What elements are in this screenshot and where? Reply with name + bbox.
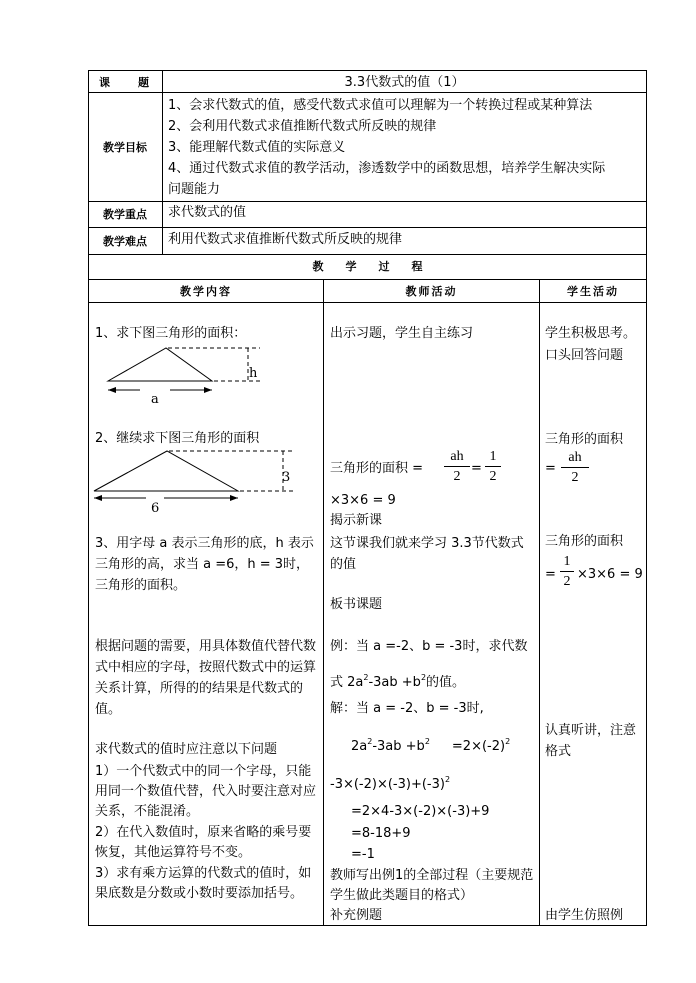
note-1: 1）一个代数式中的同一个字母，只能用同一个数值代替，代入时要注意对应关系，不能混淆。	[95, 764, 317, 819]
solution-line-1: $2a^2-3ab +b^2 =2\times(-2)^2$	[351, 737, 511, 754]
table-border-left	[88, 70, 89, 926]
definition-text: 根据问题的需要，用具体数值代替代数式中相应的字母，按照代数式中的运算关系计算，所得的的结果是代数式的值。	[95, 639, 317, 717]
area-result: ×3×6 = 9	[330, 493, 396, 508]
solution-line-4: =8-18+9	[351, 826, 411, 841]
row-divider	[88, 279, 647, 280]
row-divider	[88, 201, 647, 202]
triangle-figure-2	[90, 448, 300, 512]
column-header-student: 学生活动	[567, 285, 619, 298]
height-label-h: h	[249, 366, 258, 381]
student-activity-listen: 认真听讲，注意格式	[545, 723, 637, 759]
row-divider	[88, 254, 647, 255]
label-column-divider	[162, 70, 163, 255]
student-activity-1: 学生积极思考。	[545, 326, 637, 341]
example-line-2: 式 $2a^2-3ab +b^2$的值。	[330, 673, 466, 690]
column-header-content: 教学内容	[180, 285, 232, 298]
solution-intro: 解：当 a = -2、b = -3时,	[330, 701, 484, 716]
note-2: 2）在代入数值时，原来省略的乘号要恢复，其他运算符号不变。	[95, 825, 312, 860]
fraction-ah-over-2: ah 2	[444, 448, 470, 485]
objective-item: 问题能力	[168, 182, 221, 197]
column-divider	[323, 279, 324, 926]
key-point-value: 求代数式的值	[168, 205, 247, 220]
student-fraction-one-half: 1 2	[560, 553, 574, 590]
teacher-activity-1: 出示习题，学生自主练习	[330, 326, 474, 341]
column-header-teacher: 教师活动	[405, 285, 458, 298]
lesson-intro: 这节课我们就来学习 3.3节代数式的值	[330, 536, 524, 572]
question-2: 2、继续求下图三角形的面积	[95, 431, 260, 446]
student-equals-2: =	[545, 567, 556, 582]
board-title: 板书课题	[330, 597, 383, 612]
student-activity-2: 口头回答问题	[545, 348, 624, 363]
table-border-right	[646, 70, 647, 926]
table-border-bottom	[88, 925, 647, 926]
row-divider	[88, 227, 647, 228]
student-area-label-2: 三角形的面积	[545, 534, 624, 549]
solution-line-2: $-3\times(-2)\times(-3)+(-3)^2$	[330, 775, 451, 792]
objective-item: 1、会求代数式的值，感受代数式求值可以理解为一个转换过程或某种算法	[168, 98, 593, 113]
note-3: 3）求有乘方运算的代数式的值时，如果底数是分数或小数时要添加括号。	[95, 866, 312, 901]
solution-line-3: =2×4-3×(-2)×(-3)+9	[351, 804, 490, 819]
table-border-top	[88, 70, 647, 71]
question-1: 1、求下图三角形的面积：	[95, 326, 247, 341]
student-fraction-ah-over-2: ah 2	[561, 449, 589, 486]
row-divider	[88, 92, 647, 93]
column-divider	[539, 279, 540, 926]
difficult-point-label: 教学难点	[103, 235, 147, 248]
question-3: 3、用字母 a 表示三角形的底，h 表示三角形的高，求当 a =6，h = 3时，三角形的面积。	[95, 536, 314, 593]
objective-item: 3、能理解代数式值的实际意义	[168, 140, 346, 155]
supplement-examples: 补充例题	[330, 908, 383, 923]
objectives-label: 教学目标	[103, 141, 147, 154]
difficult-point-value: 利用代数式求值推断代数式所反映的规律	[168, 232, 403, 247]
key-point-label: 教学重点	[103, 208, 147, 221]
solution-line-5: =-1	[351, 847, 375, 862]
height-label-3: 3	[282, 470, 291, 485]
base-label-6: 6	[151, 501, 160, 516]
process-heading: 教 学 过 程	[312, 260, 423, 273]
triangle-figure-1	[92, 343, 272, 405]
student-activity-imitate: 由学生仿照例	[545, 908, 624, 923]
equals-sign: =	[471, 461, 482, 476]
teacher-write-note: 教师写出例1的全部过程（主要规范学生做此类题目的格式）	[330, 868, 534, 903]
row-divider	[88, 302, 647, 303]
student-area-label: 三角形的面积	[545, 432, 624, 447]
fraction-one-half: 1 2	[485, 448, 501, 485]
reveal-new-lesson: 揭示新课	[330, 513, 383, 528]
student-equals: =	[545, 461, 556, 476]
base-label-a: a	[151, 392, 159, 407]
example-line-1: 例：当 a =-2、b = -3时，求代数	[330, 639, 528, 654]
student-area-result: ×3×6 = 9	[577, 567, 643, 582]
topic-value: 3.3代数式的值（1）	[344, 75, 465, 90]
objective-item: 2、会利用代数式求值推断代数式所反映的规律	[168, 119, 437, 134]
topic-label: 课 题	[99, 76, 151, 89]
notes-title: 求代数式的值时应注意以下问题	[95, 742, 278, 757]
area-formula-prefix: 三角形的面积 =	[330, 461, 424, 476]
objective-item: 4、通过代数式求值的教学活动，渗透数学中的函数思想，培养学生解决实际	[168, 161, 606, 176]
